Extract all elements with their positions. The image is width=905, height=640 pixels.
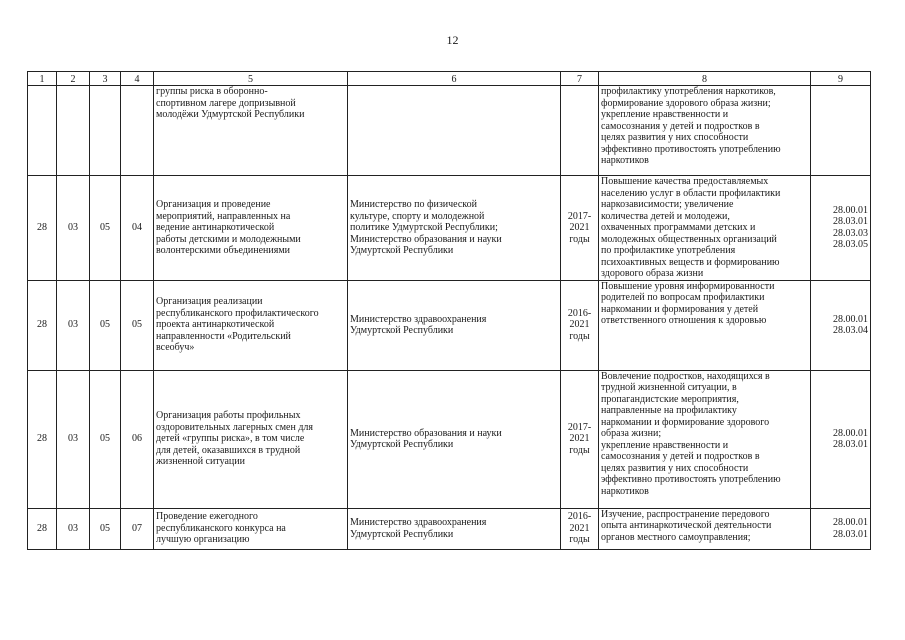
text-line: по профилактике употребления bbox=[601, 245, 736, 256]
text-line: детей «группы риска», в том числе bbox=[156, 433, 305, 445]
text-line: ведение антинаркотической bbox=[156, 222, 275, 233]
text-line: 28.00.01 bbox=[833, 204, 868, 216]
text-line: направленности «Родительский bbox=[156, 330, 291, 342]
empty-cell bbox=[57, 86, 90, 176]
text-line: годы bbox=[569, 330, 590, 342]
text-line: 2021 bbox=[569, 319, 590, 331]
text-line: 28.03.05 bbox=[833, 239, 868, 251]
text-line: культуре, спорту и молодежной bbox=[350, 210, 485, 222]
text-line: родителей по вопросам профилактики bbox=[601, 292, 765, 303]
program-code-cell: 28 bbox=[28, 508, 57, 549]
result-cell bbox=[599, 86, 811, 176]
text-line: 28.03.04 bbox=[833, 325, 868, 336]
event-cell bbox=[154, 508, 348, 549]
text-line: молодежных общественных организаций bbox=[601, 233, 777, 245]
result-cell bbox=[599, 370, 811, 508]
measure-code-cell: 05 bbox=[121, 280, 154, 370]
text-line: самосознания у детей и подростков в bbox=[601, 120, 760, 132]
text-line: 2021 bbox=[569, 222, 590, 233]
text-line: Удмуртской Республики bbox=[350, 245, 454, 256]
text-line: 28.03.01 bbox=[833, 528, 868, 540]
text-line: годы bbox=[569, 444, 590, 456]
subprogram-code-cell: 03 bbox=[57, 176, 90, 281]
text-line: трудной жизненной ситуации, в bbox=[601, 382, 737, 393]
measure-code-cell: 07 bbox=[121, 508, 154, 549]
text-line: здорового образа жизни bbox=[601, 268, 704, 279]
text-line: опыта антинаркотической деятельности bbox=[601, 520, 772, 531]
codes-cell bbox=[811, 176, 871, 281]
program-code-cell: 28 bbox=[28, 280, 57, 370]
text-line: годы bbox=[569, 233, 590, 245]
header-cell: 5 bbox=[154, 72, 348, 86]
text-line: Организация работы профильных bbox=[156, 410, 301, 422]
text-line: 2021 bbox=[569, 522, 590, 534]
text-line: укрепление нравственности и bbox=[601, 109, 729, 120]
event-cell bbox=[154, 280, 348, 370]
text-line: работы детскими и молодежными bbox=[156, 233, 301, 245]
table-row bbox=[28, 508, 871, 549]
text-line: 28.00.01 bbox=[833, 517, 868, 528]
text-line: 28.03.01 bbox=[833, 216, 868, 228]
event-cell bbox=[154, 370, 348, 508]
text-line: 2021 bbox=[569, 433, 590, 445]
text-line: формирование здорового образа жизни; bbox=[601, 97, 771, 109]
codes-cell bbox=[811, 508, 871, 549]
text-line: для детей, оказавшихся в трудной bbox=[156, 444, 301, 456]
empty-cell bbox=[121, 86, 154, 176]
main-measure-code-cell: 05 bbox=[90, 508, 121, 549]
text-line: группы риска в оборонно- bbox=[156, 86, 268, 97]
continuation-row bbox=[28, 86, 871, 176]
subprogram-code-cell: 03 bbox=[57, 370, 90, 508]
text-line: волонтерскими объединениями bbox=[156, 245, 291, 256]
empty-cell bbox=[90, 86, 121, 176]
years-cell bbox=[561, 280, 599, 370]
program-measures-table bbox=[27, 71, 871, 550]
text-line: целях развития у них способности bbox=[601, 462, 749, 474]
executor-cell bbox=[348, 86, 561, 176]
text-line: 2016- bbox=[567, 511, 592, 523]
text-line: Удмуртской Республики bbox=[350, 325, 454, 336]
codes-cell bbox=[811, 86, 871, 176]
table-row bbox=[28, 280, 871, 370]
text-line: укрепление нравственности и bbox=[601, 439, 729, 451]
text-line: Удмуртской Республики bbox=[350, 439, 454, 450]
measure-code-cell: 04 bbox=[121, 176, 154, 281]
executor-cell bbox=[348, 508, 561, 549]
text-line: политике Удмуртской Республики; bbox=[350, 222, 498, 233]
text-line: наркомании и формирования у детей bbox=[601, 303, 759, 315]
text-line: молодёжи Удмуртской Республики bbox=[156, 109, 305, 120]
text-line: Проведение ежегодного bbox=[156, 511, 258, 523]
text-line: республиканского конкурса на bbox=[156, 522, 286, 534]
page-number: 12 bbox=[446, 33, 459, 47]
executor-cell bbox=[348, 370, 561, 508]
codes-cell bbox=[811, 280, 871, 370]
text-line: жизненной ситуации bbox=[156, 456, 245, 468]
text-line: Министерство здравоохранения bbox=[350, 313, 487, 325]
text-line: оздоровительных лагерных смен для bbox=[156, 421, 314, 433]
result-cell bbox=[599, 176, 811, 281]
text-line: профилактику употребления наркотиков, bbox=[601, 86, 776, 97]
header-cell: 2 bbox=[57, 72, 90, 86]
years-cell bbox=[561, 508, 599, 549]
subprogram-code-cell: 03 bbox=[57, 508, 90, 549]
text-line: республиканского профилактического bbox=[156, 307, 319, 319]
result-cell bbox=[599, 508, 811, 549]
text-line: наркомании и формирование здорового bbox=[601, 416, 770, 428]
text-line: ответственного отношения к здоровью bbox=[601, 315, 767, 326]
header-cell: 3 bbox=[90, 72, 121, 86]
years-cell bbox=[561, 86, 599, 176]
text-line: 2017- bbox=[567, 421, 592, 433]
header-cell: 4 bbox=[121, 72, 154, 86]
text-line: лучшую организацию bbox=[156, 534, 250, 546]
text-line: Повышение уровня информированности bbox=[601, 280, 775, 292]
text-line: охваченных программами детских и bbox=[601, 222, 756, 233]
main-measure-code-cell: 05 bbox=[90, 370, 121, 508]
text-line: количества детей и молодежи, bbox=[601, 210, 730, 222]
header-cell: 9 bbox=[811, 72, 871, 86]
years-cell bbox=[561, 176, 599, 281]
result-cell bbox=[599, 280, 811, 370]
text-line: самосознания у детей и подростков в bbox=[601, 451, 760, 462]
main-measure-code-cell: 05 bbox=[90, 280, 121, 370]
text-line: Удмуртской Республики bbox=[350, 528, 454, 540]
text-line: 28.03.01 bbox=[833, 439, 868, 450]
header-cell: 1 bbox=[28, 72, 57, 86]
years-cell bbox=[561, 370, 599, 508]
text-line: эффективно противостоять употреблению bbox=[601, 474, 781, 485]
empty-cell bbox=[28, 86, 57, 176]
program-code-cell: 28 bbox=[28, 176, 57, 281]
text-line: Министерство по физической bbox=[350, 199, 477, 210]
text-line: 2016- bbox=[567, 307, 592, 319]
text-line: органов местного самоуправления; bbox=[601, 531, 751, 543]
table-row bbox=[28, 176, 871, 281]
text-line: годы bbox=[569, 534, 590, 546]
table-row bbox=[28, 370, 871, 508]
text-line: Министерство здравоохранения bbox=[350, 517, 487, 528]
text-line: спортивном лагере допризывной bbox=[156, 97, 296, 109]
text-line: Повышение качества предоставляемых bbox=[601, 176, 769, 187]
text-line: 2017- bbox=[567, 210, 592, 222]
header-row bbox=[28, 72, 871, 86]
main-measure-code-cell: 05 bbox=[90, 176, 121, 281]
text-line: Министерство образования и науки bbox=[350, 427, 502, 439]
text-line: психоактивных веществ и формированию bbox=[601, 256, 780, 268]
text-line: Организация и проведение bbox=[156, 199, 271, 210]
program-code-cell: 28 bbox=[28, 370, 57, 508]
text-line: Вовлечение подростков, находящихся в bbox=[601, 370, 770, 382]
text-line: мероприятий, направленных на bbox=[156, 210, 291, 222]
executor-cell bbox=[348, 280, 561, 370]
text-line: 28.03.03 bbox=[833, 227, 868, 239]
measure-code-cell: 06 bbox=[121, 370, 154, 508]
executor-cell bbox=[348, 176, 561, 281]
text-line: эффективно противостоять употреблению bbox=[601, 143, 781, 155]
text-line: Изучение, распространение передового bbox=[601, 508, 770, 520]
event-cell bbox=[154, 176, 348, 281]
text-line: проекта антинаркотической bbox=[156, 319, 275, 331]
subprogram-code-cell: 03 bbox=[57, 280, 90, 370]
text-line: направленные на профилактику bbox=[601, 405, 737, 416]
event-cell bbox=[154, 86, 348, 176]
text-line: пропагандистские мероприятия, bbox=[601, 393, 739, 405]
text-line: населению услуг в области профилактики bbox=[601, 187, 781, 199]
text-line: наркозависимости; увеличение bbox=[601, 199, 734, 210]
codes-cell bbox=[811, 370, 871, 508]
text-line: наркотиков bbox=[601, 485, 649, 497]
text-line: 28.00.01 bbox=[833, 427, 868, 439]
text-line: 28.00.01 bbox=[833, 313, 868, 325]
text-line: наркотиков bbox=[601, 155, 649, 166]
text-line: целях развития у них способности bbox=[601, 132, 749, 143]
header-cell: 7 bbox=[561, 72, 599, 86]
text-line: Министерство образования и науки bbox=[350, 233, 502, 245]
text-line: всеобуч» bbox=[156, 342, 195, 354]
text-line: Организация реализации bbox=[156, 296, 263, 308]
header-cell: 6 bbox=[348, 72, 561, 86]
text-line: образа жизни; bbox=[601, 428, 662, 439]
header-cell: 8 bbox=[599, 72, 811, 86]
